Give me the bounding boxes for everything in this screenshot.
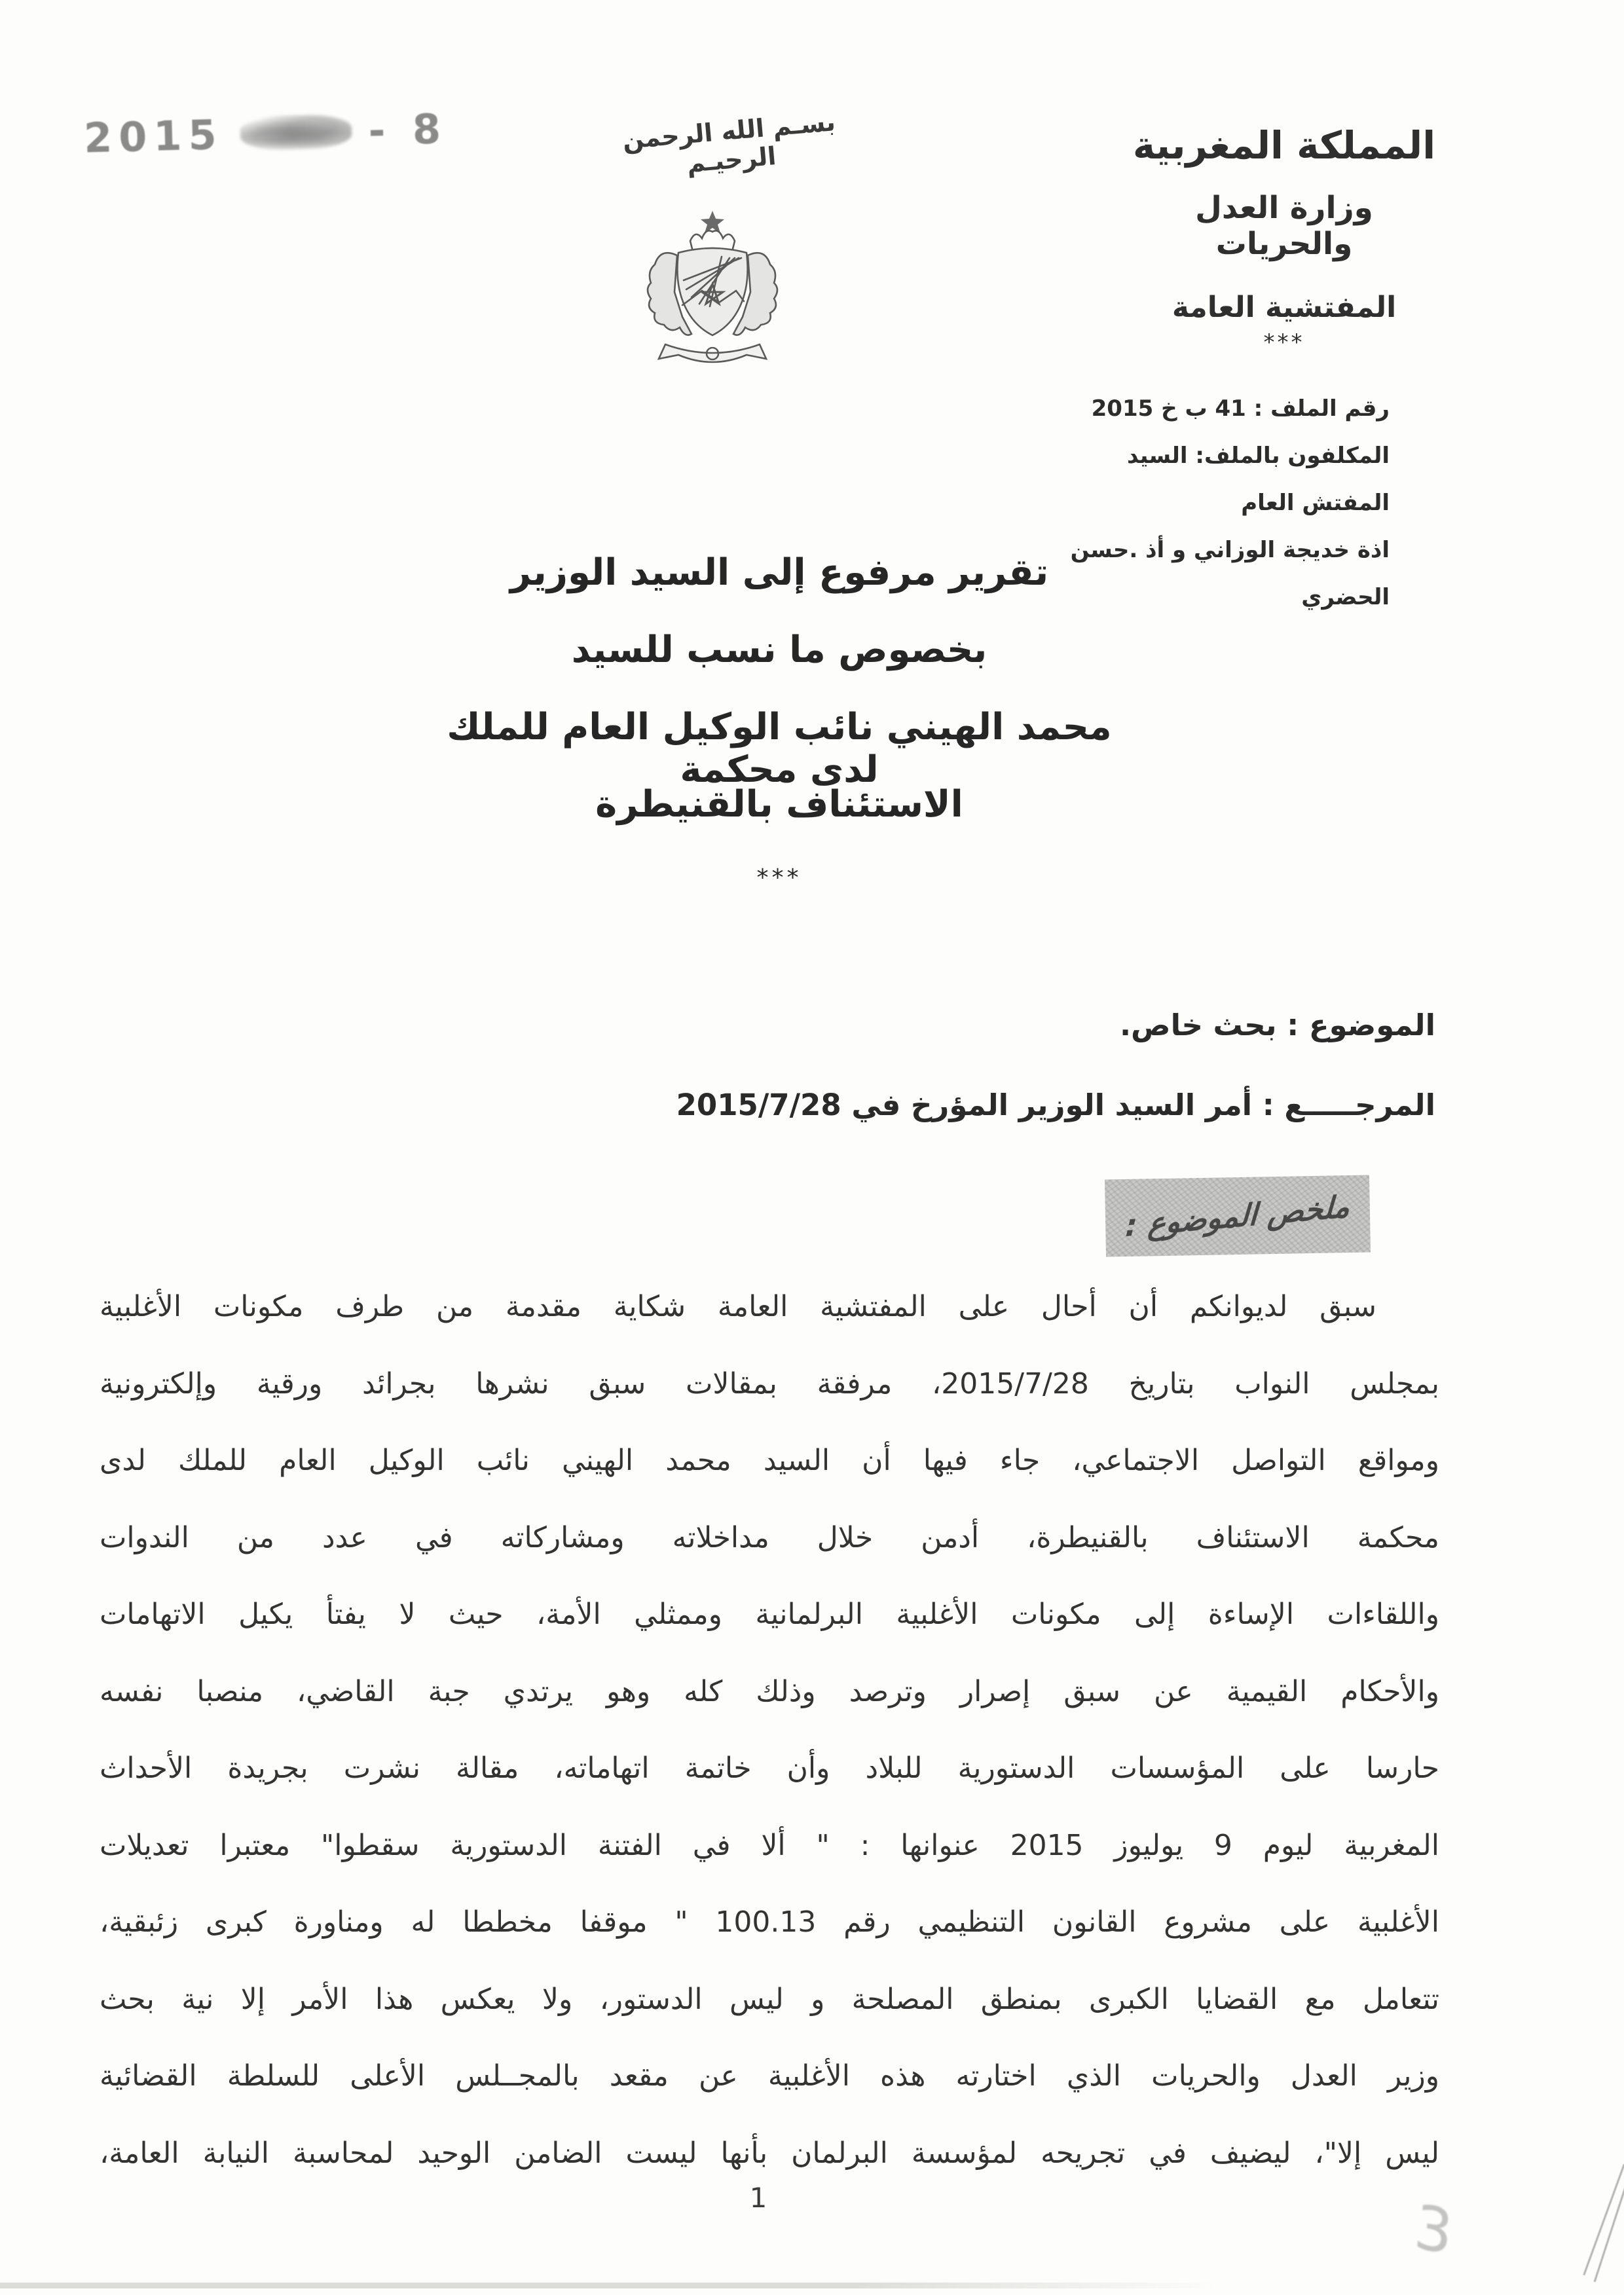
body-line: المغربية ليوم 9 يوليوز 2015 عنوانها : " ألا في الفتنة الدستورية سقطوا" معتبرا تعديلات xyxy=(100,1828,1439,1862)
coat-of-arms xyxy=(627,207,798,372)
body-line: محكمة الاستئناف بالقنيطرة، أدمن خلال مداخلاته ومشاركاته في عدد من الندوات xyxy=(100,1520,1439,1554)
meta-block xyxy=(655,985,1435,1145)
inspectorate-title: المفتشية العامة xyxy=(1172,291,1397,324)
page-number: 1 xyxy=(749,2182,767,2214)
report-title xyxy=(419,551,1139,891)
letterhead-separator: *** xyxy=(1263,329,1305,356)
file-handlers-2: اذة خديجة الوزاني و أذ .حسن الحضري xyxy=(1070,537,1390,610)
body-line: حارسا على المؤسسات الدستورية للبلاد وأن خاتمة اتهاماته، مقالة نشرت بجريدة الأحداث xyxy=(100,1752,1439,1785)
body-line: وزير العدل والحريات الذي اختارته هذه الأغلبية عن مقعد بالمجــلس الأعلى للسلطة القضائية xyxy=(100,2059,1439,2093)
stamp-year: 2015 xyxy=(83,110,224,162)
body-line: ومواقع التواصل الاجتماعي، جاء فيها أن السيد محمد الهيني نائب الوكيل العام للملك لدى xyxy=(100,1444,1439,1477)
subject-line: الموضوع : بحث خاص. xyxy=(1119,1008,1435,1042)
title-separator: *** xyxy=(756,864,802,891)
body-line: والأحكام القيمية عن سبق إصرار وترصد وذلك كله وهو يرتدي جبة القاضي، منصبا نفسه xyxy=(100,1674,1439,1708)
title-line-1: تقرير مرفوع إلى السيد الوزير xyxy=(509,551,1049,594)
title-line-3: محمد الهيني نائب الوكيل العام للملك لدى محكمة xyxy=(447,706,1112,791)
title-line-2: بخصوص ما نسب للسيد xyxy=(571,629,987,671)
file-handlers-1: المكلفون بالملف: السيد المفتش العام xyxy=(1127,443,1390,516)
received-date-stamp xyxy=(83,92,465,174)
title-line-4: الاستئناف بالقنيطرة xyxy=(595,783,963,826)
body-line: سبق لديوانكم أن أحال على المفتشية العامة شكاية مقدمة من طرف مكونات الأغلبية xyxy=(100,1290,1376,1323)
pen-stroke xyxy=(1594,2151,1624,2283)
ministry-title: وزارة العدل والحريات xyxy=(1195,190,1373,262)
body-paragraph xyxy=(100,1276,1439,2199)
body-line: واللقاءات الإساءة إلى مكونات الأغلبية البرلمانية وممثلي الأمة، حيث لا يفتأ يكيل الاتهامات xyxy=(100,1598,1439,1631)
summary-stamp-label: ملخص الموضوع : xyxy=(1124,1188,1351,1244)
star-icon xyxy=(701,211,724,233)
bismillah-calligraphy: بسـم الله الرحمن الرحيـم xyxy=(621,107,837,178)
summary-stamp xyxy=(1105,1175,1371,1257)
body-line: الأغلبية على مشروع القانون التنظيمي رقم 100.13 " موقفا مخططا له ومناورة كبرى زئبقية، xyxy=(100,1905,1439,1939)
stamp-smudge xyxy=(240,114,352,151)
body-line: تتعامل مع القضايا الكبرى بمنطق المصلحة و ليس الدستور، ولا يعكس هذا الأمر إلا نية بحث xyxy=(100,1982,1439,2016)
reference-line: المرجـــــع : أمر السيد الوزير المؤرخ في 2015/7/28 xyxy=(676,1088,1435,1122)
stamp-day: - 8 xyxy=(367,104,448,155)
kingdom-title: المملكة المغربية xyxy=(1132,123,1436,168)
pen-stroke xyxy=(1583,2164,1624,2275)
file-number: رقم الملف : 41 ب خ 2015 xyxy=(1091,395,1390,422)
scan-artifact-band xyxy=(0,2283,1218,2288)
margin-scribble: 3 xyxy=(1411,2190,1456,2269)
body-line: بمجلس النواب بتاريخ 2015/7/28، مرفقة بمقالات سبق نشرها بجرائد ورقية وإلكترونية xyxy=(100,1367,1439,1401)
body-line: ليس إلا"، ليضيف في تجريحه لمؤسسة البرلمان بأنها ليست الضامن الوحيد لمحاسبة النيابة العامة، xyxy=(100,2136,1439,2170)
letterhead xyxy=(1130,123,1438,356)
